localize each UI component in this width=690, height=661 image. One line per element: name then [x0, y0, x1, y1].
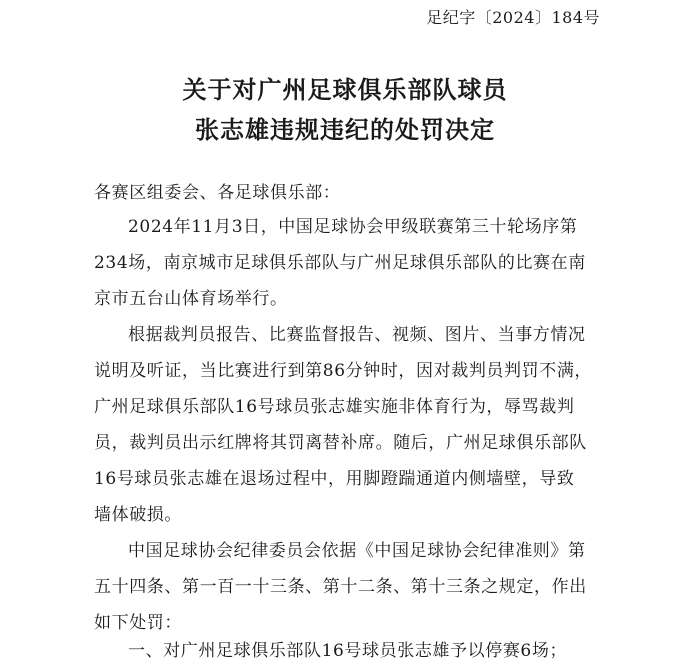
body-line: 京市五台山体育场举行。: [94, 289, 288, 309]
body-line: 如下处罚：: [94, 613, 182, 633]
body-line: 16号球员张志雄在退场过程中，用脚蹬踹通道内侧墙壁，导致: [94, 469, 575, 489]
body-line: 五十四条、第一百一十三条、第十二条、第十三条之规定，作出: [94, 577, 587, 597]
body-line: 说明及听证，当比赛进行到第86分钟时，因对裁判员判罚不满，: [94, 361, 593, 381]
document-title-line-1: 关于对广州足球俱乐部队球员: [182, 75, 508, 104]
body-line: 中国足球协会纪律委员会依据《中国足球协会纪律准则》第: [128, 541, 586, 561]
body-line: 广州足球俱乐部队16号球员张志雄实施非体育行为，辱骂裁判: [94, 397, 575, 417]
body-line: 234场，南京城市足球俱乐部队与广州足球俱乐部队的比赛在南: [94, 253, 586, 273]
body-line: 根据裁判员报告、比赛监督报告、视频、图片、当事方情况: [128, 325, 586, 345]
body-line: 2024年11月3日，中国足球协会甲级联赛第三十轮场序第: [128, 217, 578, 237]
document-title-line-2: 张志雄违规违纪的处罚决定: [195, 115, 495, 144]
body-line: 墙体破损。: [94, 505, 182, 525]
document-number: 足纪字〔2024〕184号: [426, 8, 600, 27]
body-line: 员，裁判员出示红牌将其罚离替补席。随后，广州足球俱乐部队: [94, 433, 587, 453]
salutation: 各赛区组委会、各足球俱乐部：: [94, 183, 341, 203]
body-line: 一、对广州足球俱乐部队16号球员张志雄予以停赛6场；: [128, 641, 568, 661]
